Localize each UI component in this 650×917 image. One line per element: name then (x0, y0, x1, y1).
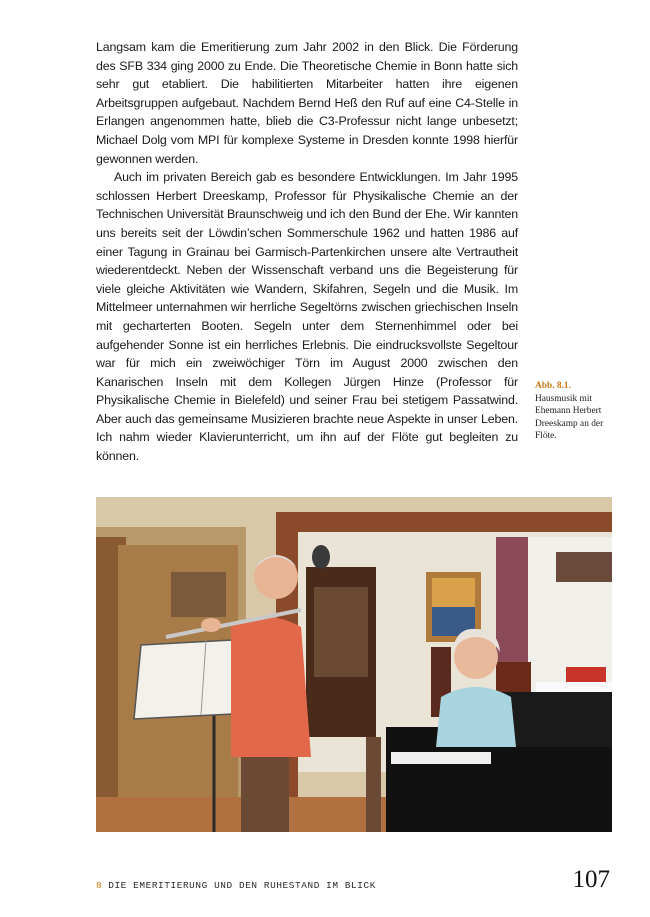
chapter-title: DIE EMERITIERUNG UND DEN RUHESTAND IM BLICK (108, 880, 376, 891)
figure-caption-text: Hausmusik mit Ehemann Herbert Dreeskamp an der Flöte. (535, 393, 604, 442)
figure-label: Abb. 8.1. (535, 381, 571, 391)
page-number: 107 (572, 866, 610, 893)
figure-caption (535, 380, 617, 443)
photo-illustration (96, 497, 612, 832)
running-footer (96, 880, 376, 891)
paragraph-1: Langsam kam die Emeritierung zum Jahr 2002 in den Blick. Die Förderung des SFB 334 ging 2000 zu Ende. Die Theoretische Chemie in Bonn hatte sich sehr gut etabliert. Die habilitierten Mitarbeiter hatten ihre eigenen Arbeitsgruppen aufgebaut. Nachdem Bernd Heß den Ruf auf eine C4-Stelle in Erlangen angenommen hatte, blieb die C3-Professur nicht lange unbesetzt; Michael Dolg vom MPI für komplexe Systeme in Dresden konnte 1998 hierfür gewonnen werden. (96, 40, 518, 166)
body-text (96, 38, 518, 466)
figure-photo (96, 497, 612, 832)
paragraph-2: Auch im privaten Bereich gab es besondere Entwicklungen. Im Jahr 1995 schlossen Herbert Dreeskamp, Professor für Physikalische Chemie an der Technischen Universität Braunschweig und ich den Bund der Ehe. Wir kannten uns bereits seit der Löwdin’schen Sommerschule 1962 und hatten 1986 auf einer Tagung in Grainau bei Garmisch-Partenkirchen unsere alte Vertrautheit wiederentdeckt. Neben der Wissenschaft verband uns die Begeisterung für viele gleiche Aktivitäten wie Wandern, Skifahren, Segeln und die Musik. Im Mittelmeer unternahmen wir herrliche Segeltörns zwischen griechischen Inseln mit gecharterten Booten. Segeln unter dem Sternenhimmel oder bei aufgehender Sonne ist ein herrliches Erlebnis. Die eindrucksvollste Segeltour war für mich ein zweiwöchiger Törn im August 2000 zwischen den Kanarischen Inseln mit dem Kollegen Jürgen Hinze (Professor für Physikalische Chemie in Bielefeld) und seiner Frau bei stetigem Passatwind. Aber auch das gemeinsame Musizieren brachte neue Aspekte in unser Leben. Ich nahm wieder Klavierunterricht, um ihn auf der Flöte gut begleiten zu können. (96, 170, 518, 464)
chapter-number: 8 (96, 880, 103, 891)
